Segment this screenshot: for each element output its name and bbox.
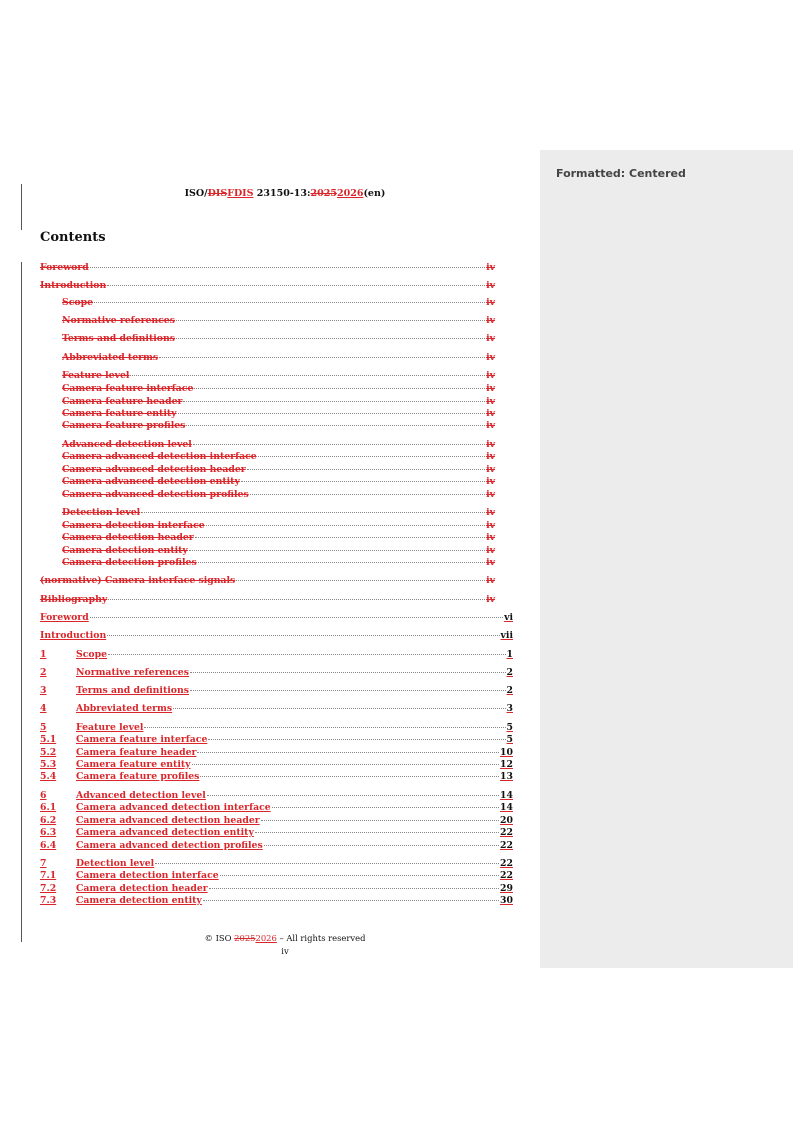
toc-entry-title: Camera feature entity <box>62 408 177 419</box>
toc-leader-dots <box>208 739 505 740</box>
toc-entry-title: Camera feature profiles <box>62 420 186 431</box>
toc-entry-title: Camera advanced detection header <box>62 464 246 475</box>
toc-entry-inserted[interactable] <box>40 759 513 771</box>
header-inserted-text: FDIS <box>227 188 254 199</box>
header-mid: 23150-13: <box>253 188 311 199</box>
toc-entry-deleted[interactable] <box>40 352 495 364</box>
header-inserted-year: 2026 <box>336 188 364 199</box>
toc-leader-dots <box>176 338 485 339</box>
toc-entry-page: iv <box>486 476 495 487</box>
toc-entry-deleted[interactable] <box>40 489 495 501</box>
toc-leader-dots <box>90 617 503 618</box>
toc-entry-deleted[interactable] <box>40 532 495 544</box>
toc-entry-page: 30 <box>500 895 513 906</box>
toc-leader-dots <box>220 875 499 876</box>
toc-leader-dots <box>264 845 499 846</box>
toc-leader-dots <box>107 635 499 636</box>
toc-entry-title: Foreword <box>40 262 89 273</box>
contents-heading: Contents <box>40 230 106 245</box>
toc-leader-dots <box>176 320 485 321</box>
toc-entry-number: 6.3 <box>40 827 57 838</box>
toc-entry-inserted[interactable] <box>40 840 513 852</box>
change-bar <box>21 184 22 230</box>
toc-leader-dots <box>255 832 499 833</box>
toc-entry-page: 2 <box>506 667 513 678</box>
toc-leader-dots <box>195 537 485 538</box>
toc-entry-deleted[interactable] <box>40 507 495 519</box>
toc-entry-number: 5 <box>40 722 47 733</box>
toc-entry-inserted[interactable] <box>40 858 513 870</box>
header-deleted-text: DIS <box>207 188 228 199</box>
toc-entry-title: Normative references <box>76 667 189 678</box>
toc-entry-title: Camera advanced detection interface <box>76 802 271 813</box>
header-prefix: ISO/ <box>184 188 208 199</box>
toc-entry-page: iv <box>486 408 495 419</box>
toc-entry-inserted[interactable] <box>40 703 513 715</box>
toc-leader-dots <box>200 776 499 777</box>
toc-entry-title: Camera feature header <box>62 396 183 407</box>
toc-leader-dots <box>206 525 485 526</box>
header-deleted-year: 2025 <box>310 188 337 199</box>
toc-entry-inserted[interactable] <box>40 612 513 624</box>
toc-entry-title: Camera feature interface <box>62 383 194 394</box>
toc-entry-deleted[interactable] <box>40 439 495 451</box>
toc-entry-page: iv <box>486 489 495 500</box>
toc-entry-page: iv <box>486 520 495 531</box>
toc-entry-number: 7.3 <box>40 895 57 906</box>
toc-entry-inserted[interactable] <box>40 883 513 895</box>
comment-pane <box>540 150 793 968</box>
toc-entry-number: 4 <box>40 703 47 714</box>
toc-entry-number: 3 <box>40 685 47 696</box>
toc-entry-page: iv <box>486 507 495 518</box>
toc-entry-deleted[interactable] <box>40 594 495 606</box>
toc-entry-title: Camera detection header <box>76 883 208 894</box>
toc-leader-dots <box>194 388 485 389</box>
toc-entry-title: Introduction <box>40 630 107 641</box>
toc-entry-page: iv <box>486 297 495 308</box>
toc-leader-dots <box>198 562 485 563</box>
toc-entry-page: 22 <box>500 840 513 851</box>
toc-leader-dots <box>183 401 485 402</box>
toc-leader-dots <box>94 302 485 303</box>
toc-entry-title: Camera feature entity <box>76 759 191 770</box>
toc-entry-title: Abbreviated terms <box>76 703 173 714</box>
toc-leader-dots <box>90 267 485 268</box>
toc-entry-inserted[interactable] <box>40 895 513 907</box>
toc-entry-inserted[interactable] <box>40 734 513 746</box>
toc-entry-deleted[interactable] <box>40 575 495 587</box>
toc-entry-title: Terms and definitions <box>76 685 189 696</box>
toc-entry-title: Feature level <box>62 370 130 381</box>
toc-entry-title: Camera advanced detection interface <box>62 451 257 462</box>
toc-entry-number: 2 <box>40 667 47 678</box>
toc-entry-deleted[interactable] <box>40 370 495 382</box>
toc-entry-deleted[interactable] <box>40 476 495 488</box>
toc-entry-deleted[interactable] <box>40 545 495 557</box>
toc-entry-title: Feature level <box>76 722 144 733</box>
toc-entry-deleted[interactable] <box>40 280 495 292</box>
toc-leader-dots <box>178 413 485 414</box>
toc-leader-dots <box>107 285 485 286</box>
toc-entry-page: 13 <box>500 771 513 782</box>
toc-entry-number: 7.1 <box>40 870 57 881</box>
toc-entry-title: Normative references <box>62 315 175 326</box>
toc-entry-title: Camera detection interface <box>62 520 205 531</box>
toc-entry-number: 5.3 <box>40 759 57 770</box>
toc-leader-dots <box>258 456 485 457</box>
toc-entry-inserted[interactable] <box>40 630 513 642</box>
toc-leader-dots <box>190 690 506 691</box>
toc-leader-dots <box>247 469 485 470</box>
toc-entry-inserted[interactable] <box>40 870 513 882</box>
toc-leader-dots <box>108 654 506 655</box>
page-number: iv <box>281 946 289 956</box>
toc-entry-deleted[interactable] <box>40 451 495 463</box>
toc-leader-dots <box>189 550 485 551</box>
toc-leader-dots <box>155 863 499 864</box>
toc-entry-inserted[interactable] <box>40 685 513 697</box>
toc-entry-page: 20 <box>500 815 513 826</box>
toc-leader-dots <box>173 708 505 709</box>
toc-leader-dots <box>190 672 506 673</box>
toc-leader-dots <box>203 900 499 901</box>
toc-entry-title: (normative) Camera interface signals <box>40 575 236 586</box>
toc-leader-dots <box>272 807 499 808</box>
toc-entry-title: Camera detection entity <box>62 545 188 556</box>
toc-entry-inserted[interactable] <box>40 771 513 783</box>
toc-entry-title: Camera feature header <box>76 747 197 758</box>
toc-leader-dots <box>130 375 485 376</box>
toc-entry-page: 12 <box>500 759 513 770</box>
toc-leader-dots <box>193 444 485 445</box>
toc-entry-title: Camera advanced detection entity <box>62 476 240 487</box>
toc-entry-page: iv <box>486 420 495 431</box>
toc-entry-page: iv <box>486 532 495 543</box>
toc-entry-page: iv <box>486 315 495 326</box>
toc-entry-inserted[interactable] <box>40 747 513 759</box>
toc-entry-page: vi <box>504 612 513 623</box>
toc-entry-title: Terms and definitions <box>62 333 175 344</box>
toc-entry-deleted[interactable] <box>40 396 495 408</box>
toc-entry-inserted[interactable] <box>40 815 513 827</box>
change-bar <box>21 262 22 942</box>
toc-entry-inserted[interactable] <box>40 790 513 802</box>
comment-text: Formatted: Centered <box>556 167 686 180</box>
header-suffix: (en) <box>363 188 386 199</box>
toc-entry-inserted[interactable] <box>40 667 513 679</box>
toc-leader-dots <box>144 727 505 728</box>
toc-leader-dots <box>186 425 485 426</box>
toc-entry-page: iv <box>486 545 495 556</box>
toc-entry-page: iv <box>486 439 495 450</box>
toc-entry-page: iv <box>486 262 495 273</box>
toc-entry-number: 6.1 <box>40 802 57 813</box>
toc-entry-title: Camera detection entity <box>76 895 202 906</box>
copyright-line <box>40 932 530 945</box>
copyright-prefix: © ISO <box>204 933 235 943</box>
toc-entry-page: iv <box>486 594 495 605</box>
toc-entry-page: 2 <box>506 685 513 696</box>
toc-entry-page: 10 <box>500 747 513 758</box>
toc-entry-number: 6 <box>40 790 47 801</box>
toc-leader-dots <box>261 820 499 821</box>
copyright-deleted-year: 2025 <box>234 933 256 943</box>
toc-entry-title: Camera advanced detection header <box>76 815 260 826</box>
toc-leader-dots <box>236 580 485 581</box>
toc-entry-deleted[interactable] <box>40 315 495 327</box>
toc-entry-title: Detection level <box>62 507 141 518</box>
page-footer <box>40 932 530 958</box>
toc-entry-page: iv <box>486 370 495 381</box>
toc-entry-inserted[interactable] <box>40 827 513 839</box>
toc-entry-deleted[interactable] <box>40 333 495 345</box>
toc-entry-deleted[interactable] <box>40 383 495 395</box>
toc-entry-title: Advanced detection level <box>62 439 192 450</box>
toc-entry-title: Camera feature interface <box>76 734 208 745</box>
toc-entry-number: 6.4 <box>40 840 57 851</box>
toc-leader-dots <box>192 764 499 765</box>
toc-entry-page: iv <box>486 396 495 407</box>
toc-entry-page: iv <box>486 464 495 475</box>
toc-entry-page: iv <box>486 280 495 291</box>
toc-entry-page: 3 <box>506 703 513 714</box>
toc-entry-page: iv <box>486 352 495 363</box>
toc-entry-title: Detection level <box>76 858 155 869</box>
toc-entry-number: 5.4 <box>40 771 57 782</box>
toc-entry-page: 22 <box>500 827 513 838</box>
toc-entry-page: 5 <box>506 722 513 733</box>
toc-entry-title: Scope <box>62 297 93 308</box>
toc-entry-page: 5 <box>506 734 513 745</box>
toc-entry-page: iv <box>486 557 495 568</box>
toc-entry-number: 7 <box>40 858 47 869</box>
toc-entry-inserted[interactable] <box>40 802 513 814</box>
toc-entry-page: iv <box>486 451 495 462</box>
toc-leader-dots <box>159 357 485 358</box>
toc-entry-number: 5.2 <box>40 747 57 758</box>
toc-entry-title: Camera advanced detection profiles <box>62 489 249 500</box>
toc-entry-number: 5.1 <box>40 734 57 745</box>
toc-entry-page: 14 <box>500 802 513 813</box>
toc-entry-page: iv <box>486 333 495 344</box>
toc-leader-dots <box>197 752 499 753</box>
toc-entry-title: Bibliography <box>40 594 108 605</box>
toc-entry-title: Camera detection profiles <box>62 557 197 568</box>
toc-entry-title: Camera detection interface <box>76 870 219 881</box>
toc-entry-title: Camera advanced detection entity <box>76 827 254 838</box>
toc-entry-page: 22 <box>500 870 513 881</box>
toc-entry-page: iv <box>486 383 495 394</box>
toc-entry-deleted[interactable] <box>40 420 495 432</box>
toc-entry-deleted[interactable] <box>40 464 495 476</box>
toc-entry-title: Scope <box>76 649 107 660</box>
toc-entry-inserted[interactable] <box>40 649 513 661</box>
toc-entry-page: iv <box>486 575 495 586</box>
toc-entry-deleted[interactable] <box>40 262 495 274</box>
copyright-inserted-year: 2026 <box>255 933 277 943</box>
toc-leader-dots <box>241 481 485 482</box>
toc-entry-page: 29 <box>500 883 513 894</box>
toc-entry-title: Camera advanced detection profiles <box>76 840 263 851</box>
toc-entry-title: Camera feature profiles <box>76 771 200 782</box>
toc-entry-title: Camera detection header <box>62 532 194 543</box>
toc-entry-title: Introduction <box>40 280 107 291</box>
toc-entry-title: Abbreviated terms <box>62 352 159 363</box>
toc-entry-number: 7.2 <box>40 883 57 894</box>
toc-leader-dots <box>108 599 485 600</box>
toc-leader-dots <box>209 888 499 889</box>
toc-leader-dots <box>250 494 485 495</box>
toc-entry-page: 22 <box>500 858 513 869</box>
toc-leader-dots <box>141 512 485 513</box>
toc-entry-page: 14 <box>500 790 513 801</box>
toc-entry-page: vii <box>500 630 513 641</box>
toc-leader-dots <box>207 795 499 796</box>
toc-entry-number: 6.2 <box>40 815 57 826</box>
copyright-suffix: – All rights reserved <box>276 933 366 943</box>
toc-entry-title: Advanced detection level <box>76 790 206 801</box>
toc-entry-deleted[interactable] <box>40 297 495 309</box>
toc-entry-number: 1 <box>40 649 47 660</box>
toc-entry-deleted[interactable] <box>40 557 495 569</box>
toc-entry-deleted[interactable] <box>40 520 495 532</box>
toc-entry-title: Foreword <box>40 612 89 623</box>
toc-entry-page: 1 <box>506 649 513 660</box>
toc-entry-deleted[interactable] <box>40 408 495 420</box>
toc-entry-inserted[interactable] <box>40 722 513 734</box>
